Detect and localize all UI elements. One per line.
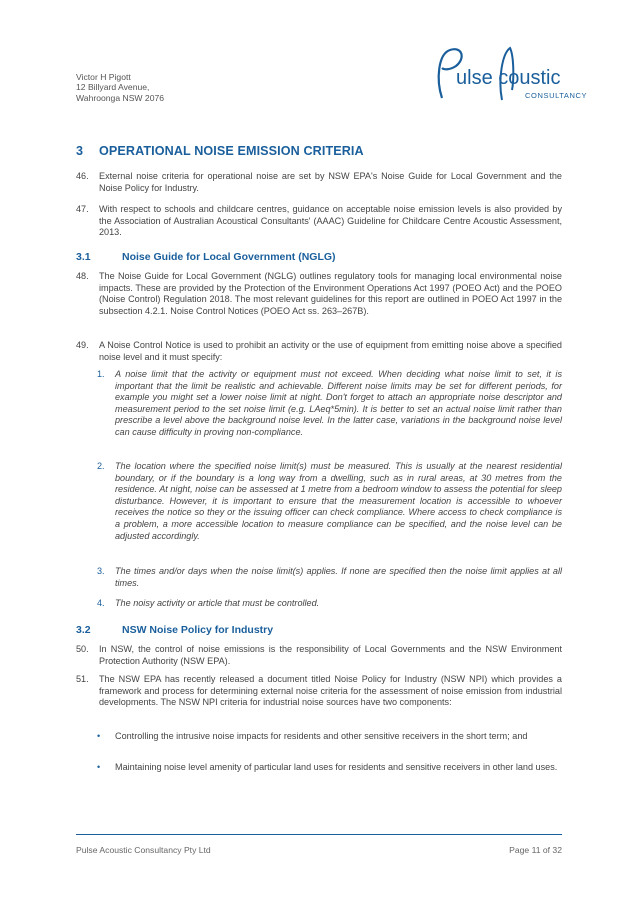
bullet-text: Controlling the intrusive noise impacts for residents and other sensitive receivers in the short term; and (115, 731, 528, 741)
paragraph-number: 46. (76, 171, 89, 181)
subsection-title: NSW Noise Policy for Industry (122, 624, 274, 636)
logo-text-main: ulse coustic (456, 67, 561, 89)
list-item-number: 1. (97, 369, 105, 379)
sender-address (76, 72, 164, 103)
list-item-text: The noisy activity or article that must be controlled. (115, 598, 320, 608)
company-logo (428, 40, 588, 106)
list-item-number: 4. (97, 598, 105, 608)
bullet-icon: • (97, 731, 101, 741)
list-item-number: 3. (97, 566, 105, 576)
paragraph-number: 47. (76, 204, 89, 214)
paragraph-text: A Noise Control Notice is used to prohibit an activity or the use of equipment from emitting noise above a specified noise level and it must specify: (99, 340, 562, 362)
paragraph-47 (76, 204, 562, 239)
paragraph-50 (76, 644, 562, 667)
paragraph-49 (76, 340, 562, 363)
paragraph-number: 50. (76, 644, 89, 654)
subsection-title: Noise Guide for Local Government (NGLG) (122, 251, 336, 263)
paragraph-51 (76, 674, 562, 709)
list-item-number: 2. (97, 461, 105, 471)
paragraph-number: 48. (76, 271, 89, 281)
paragraph-text: The NSW EPA has recently released a document titled Noise Policy for Industry (NSW NPI) which provides a framework and process for determining external noise criteria for the assessment of noise emission from industrial developments. The NSW NPI criteria for industrial noise sources have two components: (99, 674, 562, 708)
pulse-acoustic-logo-icon (428, 40, 588, 106)
logo-text-sub: CONSULTANCY (525, 91, 588, 100)
subsection-number: 3.2 (76, 624, 91, 636)
paragraph-text: The Noise Guide for Local Government (NGLG) outlines regulatory tools for managing local environmental noise impacts. These are provided by the Protection of the Environment Operations Act 1997 (POEO Act) and the POEO (Noise Control) Regulation 2018. The most relevant guidelines for this report are outlined in POEO Act 1997 in the subsection 4.2.1. Noise Control Notices (POEO Act ss. 263–267B). (99, 271, 562, 316)
paragraph-number: 51. (76, 674, 89, 684)
list-item-text: The location where the specified noise limit(s) must be measured. This is usually at the nearest residential boundary, or if the boundary is a long way from a dwelling, such as in rural areas, at 30 metres from the residence. At night, noise can be assessed at 1 metre from a bedroom window to assess the potential for sleep disturbance. However, it is important to ensure that the measurement location is accessible to whoever receives the notice so they or the issuing officer can check compliance. Where access to check compliance is a problem, a more accessible location to measure compliance can be specified, and the noise level can be adjusted accordingly. (115, 461, 562, 541)
address-line: Victor H Pigott (76, 72, 131, 82)
bullet-icon: • (97, 762, 101, 772)
address-line: Wahroonga NSW 2076 (76, 92, 165, 103)
section-title: OPERATIONAL NOISE EMISSION CRITERIA (99, 144, 364, 158)
paragraph-text: External noise criteria for operational noise are set by NSW EPA's Noise Guide for Local Government and the Noise Policy for Industry. (99, 171, 562, 193)
bullet-item-2 (97, 762, 562, 774)
list-item-2 (97, 461, 562, 542)
page-number: Page 11 of 32 (509, 845, 562, 855)
list-item-1 (97, 369, 562, 439)
section-number: 3 (76, 144, 84, 158)
paragraph-text: In NSW, the control of noise emissions is the responsibility of Local Governments and the NSW Environment Protection Authority (NSW EPA). (99, 644, 562, 666)
subsection-heading-3-1 (76, 251, 336, 263)
list-item-3 (97, 566, 562, 589)
address-line: 12 Billyard Avenue, (76, 82, 150, 93)
subsection-heading-3-2 (76, 624, 273, 636)
list-item-4 (97, 598, 562, 610)
paragraph-46 (76, 171, 562, 194)
paragraph-number: 49. (76, 340, 89, 350)
list-item-text: The times and/or days when the noise limit(s) applies. If none are specified then the noise limit applies at all times. (115, 566, 562, 588)
bullet-text: Maintaining noise level amenity of particular land uses for residents and sensitive receivers in other land uses. (115, 762, 558, 772)
bullet-item-1 (97, 731, 562, 743)
section-heading (76, 144, 364, 158)
paragraph-text: With respect to schools and childcare centres, guidance on acceptable noise emission levels is also provided by the Association of Australian Acoustical Consultants' (AAAC) Guideline for Childcare Centre Acoustic Assessment, 2013. (99, 204, 562, 238)
subsection-number: 3.1 (76, 251, 91, 263)
list-item-text: A noise limit that the activity or equipment must not exceed. When deciding what noise limit to set, it is important that the limit be realistic and achievable. Different noise limits may be set for different periods, for example you might set a lower noise limit at night. Don't forget to attach an appropriate noise descriptor and measurement period to the set noise limit (e.g. LAeq*5min). It is better to set an actual noise limit rather than prescribe a level above the background noise level. In the latter case, variations in the background noise level can cause difficulty in proving non-compliance. (115, 369, 562, 437)
footer-divider (76, 834, 562, 835)
footer-company: Pulse Acoustic Consultancy Pty Ltd (76, 845, 211, 855)
paragraph-48 (76, 271, 562, 317)
